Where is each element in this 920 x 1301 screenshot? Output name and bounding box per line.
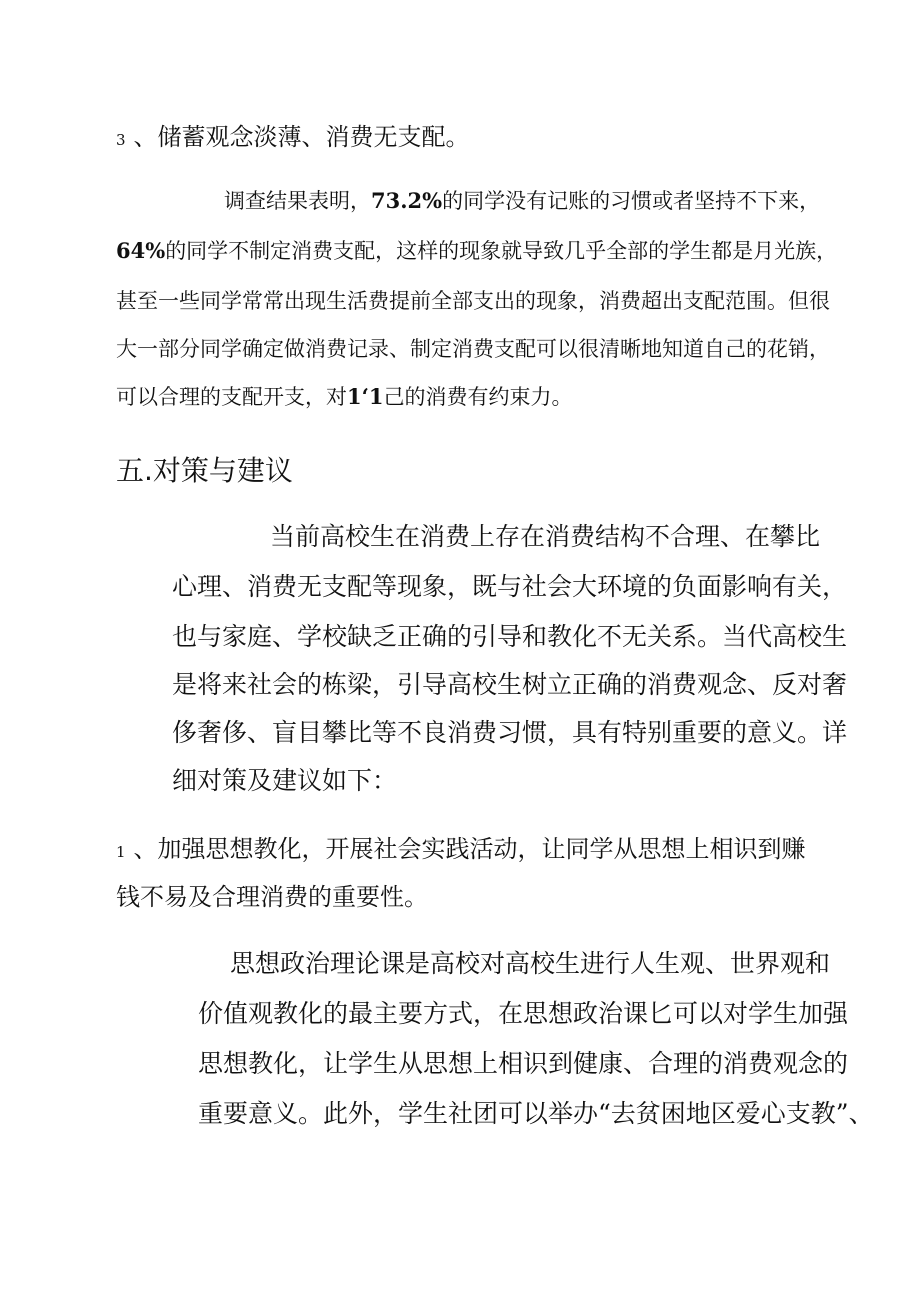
para1-line2 [116, 235, 837, 265]
para1-line5-pre: 可以合理的支配开支，对 [116, 385, 347, 409]
para1-line1-pre: 调查结果表明， [224, 189, 371, 213]
para1-stat-2: 64% [116, 238, 166, 263]
item-1-line1 [116, 829, 806, 864]
para2-line3: 也与家庭、学校缺乏正确的引导和教化不无关系。当代高校生 [172, 622, 848, 651]
para1-line1 [224, 185, 820, 215]
para2-line1: 当前高校生在消费上存在消费结构不合理、在攀比 [270, 522, 821, 551]
para2-line2: 心理、消费无支配等现象，既与社会大环境的负面影响有关， [172, 572, 848, 601]
section-3-title [116, 117, 470, 152]
para1-line5-bold: 1‘1 [347, 384, 384, 409]
para1-stat-1: 73.2% [371, 188, 443, 213]
section-3-number: 3 [116, 131, 126, 149]
para3-line1: 思想政治理论课是高校对高校生进行人生观、世界观和 [230, 949, 831, 978]
para3-line3: 思想教化，让学生从思想上相识到健康、合理的消费观念的 [198, 1049, 849, 1078]
para1-line2-post: 的同学不制定消费支配，这样的现象就导致几乎全部的学生都是月光族， [165, 239, 838, 263]
para1-line5-post: 己的消费有约束力。 [383, 385, 573, 409]
item-1-line2: 钱不易及合理消费的重要性。 [116, 883, 428, 911]
para2-line5: 侈奢侈、盲目攀比等不良消费习惯，具有特别重要的意义。详 [172, 718, 848, 747]
para1-line3: 甚至一些同学常常出现生活费提前全部支出的现象，消费超出支配范围。但很 [116, 289, 830, 313]
para3-line2: 价值观教化的最主要方式，在思想政治课匕可以对学生加强 [198, 999, 849, 1028]
para3-line4: 重要意义。此外，学生社团可以举办“去贫困地区爱心支教”、 [198, 1099, 874, 1128]
para1-line1-post: 的同学没有记账的习惯或者坚持不下来， [442, 189, 821, 213]
para1-line4: 大一部分同学确定做消费记录、制定消费支配可以很清晰地知道自己的花销， [116, 337, 830, 361]
para2-line6: 细对策及建议如下： [172, 766, 398, 795]
para1-line5 [116, 381, 573, 411]
item-1-number: 1 [116, 843, 126, 861]
para2-line4: 是将来社会的栋梁，引导高校生树立正确的消费观念、反对奢 [172, 670, 848, 699]
item-1-text: 、加强思想教化，开展社会实践活动，让同学从思想上相识到赚 [133, 835, 806, 863]
section-3-text: 、储蓄观念淡薄、消费无支配。 [133, 123, 470, 151]
section-5-heading: 五.对策与建议 [116, 454, 293, 487]
